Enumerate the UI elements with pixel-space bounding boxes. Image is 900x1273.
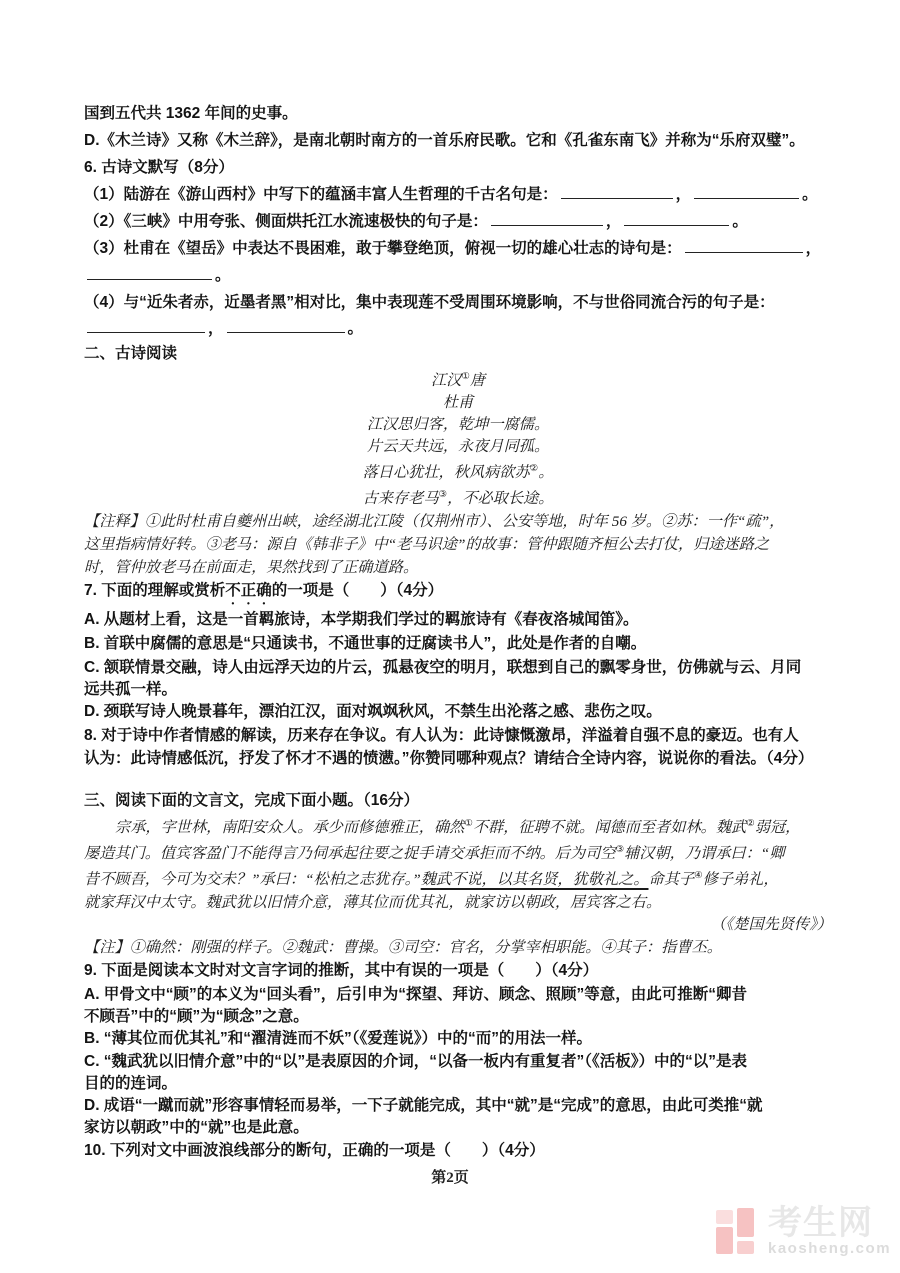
answer-blank-line bbox=[87, 266, 212, 280]
text-segment: ， bbox=[675, 186, 692, 203]
text-line-2 bbox=[84, 127, 832, 154]
text-segment: 。 bbox=[538, 464, 554, 482]
text-line-9 bbox=[84, 316, 832, 341]
text-line-34 bbox=[84, 936, 832, 959]
text-line-41 bbox=[84, 1094, 832, 1117]
text-line-22 bbox=[84, 632, 832, 656]
text-segment: 屡造其门。值宾客盈门不能得言乃伺承起往要之捉手请交承拒而不纳。后为司空 bbox=[84, 845, 616, 863]
note-reference-mark: ① bbox=[461, 372, 470, 382]
text-segment: C. 颔联情景交融，诗人由远浮天边的片云，孤悬夜空的明月，联想到自己的飘零身世，仿佛就与云、月同 bbox=[84, 659, 802, 677]
text-segment: 修子弟礼， bbox=[702, 871, 779, 889]
text-segment: 唐 bbox=[469, 372, 486, 390]
kaosheng-watermark bbox=[716, 1206, 891, 1258]
text-segment: 【注】①确然：刚强的样子。②魏武：曹操。③司空：官名，分掌宰相职能。④其子：指曹丕。 bbox=[84, 939, 722, 957]
text-line-10 bbox=[84, 341, 832, 366]
text-line-40 bbox=[84, 1073, 832, 1094]
text-segment: D. 颈联写诗人晚景暮年，漂泊江汉，面对飒飒秋风，不禁生出沦落之感、悲伤之叹。 bbox=[84, 703, 662, 721]
text-line-35 bbox=[84, 959, 832, 983]
text-segment: 。 bbox=[215, 267, 231, 284]
text-line-16 bbox=[84, 484, 832, 510]
text-segment: （2）《三峡》中用夸张、侧面烘托江水流速极快的句子是： bbox=[84, 213, 488, 230]
text-segment: 杜甫 bbox=[442, 394, 474, 412]
text-line-15 bbox=[84, 458, 832, 484]
text-line-19 bbox=[84, 556, 832, 579]
text-segment: 。 bbox=[732, 213, 748, 230]
answer-blank-line bbox=[87, 319, 205, 333]
text-line-1 bbox=[84, 100, 832, 127]
text-line-42 bbox=[84, 1117, 832, 1139]
text-line-18 bbox=[84, 533, 832, 556]
text-segment: ，不必取长途。 bbox=[447, 490, 554, 508]
text-segment: 昔不顾吾，今可为交未？”承曰：“松柏之志犹存。” bbox=[84, 871, 421, 889]
page-number: 第2页 bbox=[431, 1170, 469, 1186]
text-segment: C. “魏武犹以旧情介意”中的“以”是表原因的介词，“以备一板内有重复者”（《活板》）中的“以”是表 bbox=[84, 1053, 748, 1071]
text-line-23 bbox=[84, 656, 832, 680]
text-line-39 bbox=[84, 1050, 832, 1073]
text-line-20 bbox=[84, 579, 832, 608]
text-line-33 bbox=[84, 914, 832, 936]
logo-block bbox=[716, 1227, 733, 1254]
text-segment: ， bbox=[208, 320, 224, 337]
text-line-36 bbox=[84, 983, 832, 1006]
text-line-28 bbox=[84, 788, 832, 813]
text-segment: 。 bbox=[802, 186, 818, 203]
text-line-30 bbox=[84, 839, 832, 865]
text-segment: 认为：此诗情感低沉，抒发了怀才不遇的愤懑。”你赞同哪种观点？请结合全诗内容，说说你的看法。（4分） bbox=[84, 750, 814, 768]
underlined-passage: 魏武不说，以其名贤，犹敬礼之。 bbox=[420, 871, 649, 889]
text-segment: 家访以朝政”中的“就”也是此意。 bbox=[84, 1119, 309, 1137]
note-reference-mark: ② bbox=[529, 464, 539, 475]
emphasized-text: 不正确 bbox=[225, 582, 272, 600]
text-segment: 命其子 bbox=[648, 871, 695, 889]
text-line-7 bbox=[84, 262, 832, 289]
text-segment: A. 甲骨文中“顾”的本义为“回头看”，后引申为“探望、拜访、顾念、照顾”等意，由此可推断“卿昔 bbox=[84, 986, 748, 1004]
note-reference-mark: ① bbox=[464, 819, 473, 830]
text-segment: 目的的连词。 bbox=[84, 1075, 178, 1093]
text-segment: 江汉思归客，乾坤一腐儒。 bbox=[366, 416, 550, 434]
text-line-14 bbox=[84, 436, 832, 458]
text-segment: 二、古诗阅读 bbox=[84, 345, 178, 362]
text-segment: 就家拜汉中太守。魏武犹以旧情介意，薄其位而优其礼，就家访以朝政，居宾客之右。 bbox=[84, 894, 662, 912]
text-line-37 bbox=[84, 1006, 832, 1027]
text-segment: 时，管仲放老马在前面走，果然找到了正确道路。 bbox=[84, 559, 419, 577]
note-reference-mark: ③ bbox=[438, 490, 448, 501]
text-segment: （3）杜甫在《望岳》中表达不畏困难，敢于攀登绝顶，俯视一切的雄心壮志的诗句是： bbox=[84, 240, 682, 257]
watermark-text bbox=[768, 1206, 891, 1258]
text-segment: B. 首联中腐儒的意思是“只通读书，不通世事的迂腐读书人”，此处是作者的自嘲。 bbox=[84, 635, 647, 653]
text-segment: 不群，征聘不就。闻德而至者如林。魏武 bbox=[472, 819, 747, 837]
text-segment: 落日心犹壮，秋风病欲苏 bbox=[362, 464, 530, 482]
text-line-11 bbox=[84, 366, 832, 392]
text-segment: 。 bbox=[347, 320, 364, 337]
text-line-12 bbox=[84, 392, 832, 414]
text-line-25 bbox=[84, 700, 832, 724]
text-segment: A. 从题材上看，这是一首羁旅诗，本学期我们学过的羁旅诗有《春夜洛城闻笛》。 bbox=[84, 611, 639, 629]
text-line-27 bbox=[84, 748, 832, 770]
text-segment: 的一项是（ ）（4分） bbox=[271, 582, 444, 600]
text-segment: D. 成语“一蹴而就”形容事情轻而易举，一下子就能完成，其中“就”是“完成”的意思，由此可类推“就 bbox=[84, 1097, 763, 1115]
text-segment: 国到五代共 1362 年间的史事。 bbox=[84, 105, 298, 122]
text-line-6 bbox=[84, 235, 832, 262]
note-reference-mark: ② bbox=[746, 819, 755, 830]
text-line-21 bbox=[84, 608, 832, 632]
text-segment: ， bbox=[805, 240, 822, 257]
text-segment: 【注释】①此时杜甫自夔州出峡，途经湖北江陵（仅荆州市）、公安等地，时年 56 岁。②苏：一作“疏”， bbox=[84, 513, 785, 531]
text-segment: 弱冠， bbox=[754, 819, 801, 837]
text-line-26 bbox=[84, 724, 832, 748]
answer-blank-line bbox=[694, 185, 799, 199]
document-body bbox=[84, 100, 832, 1163]
text-line-13 bbox=[84, 414, 832, 436]
note-reference-mark: ③ bbox=[615, 845, 625, 856]
kaosheng-logo-icon bbox=[716, 1208, 756, 1256]
text-line-3 bbox=[84, 154, 832, 181]
logo-block bbox=[737, 1208, 754, 1237]
text-line-5 bbox=[84, 208, 832, 235]
text-segment: 三、阅读下面的文言文，完成下面小题。（16分） bbox=[84, 792, 419, 810]
watermark-domain-text: kaosheng.com bbox=[768, 1240, 892, 1257]
logo-block bbox=[737, 1241, 754, 1254]
text-line-31 bbox=[84, 865, 832, 891]
text-segment: 古来存老马 bbox=[362, 490, 439, 508]
text-segment: （1）陆游在《游山西村》中写下的蕴涵丰富人生哲理的千古名句是： bbox=[84, 186, 558, 203]
text-segment: 宗承，字世林，南阳安众人。承少而修德雅正，确然 bbox=[115, 819, 465, 837]
note-reference-mark: ④ bbox=[694, 871, 703, 882]
text-segment: 辅汉朝，乃谓承曰：“卿 bbox=[624, 845, 785, 863]
text-line-38 bbox=[84, 1027, 832, 1050]
text-segment: D.《木兰诗》又称《木兰辞》，是南北朝时南方的一首乐府民歌。它和《孔雀东南飞》并称为“乐府双璧”。 bbox=[84, 132, 805, 149]
logo-block bbox=[716, 1210, 733, 1224]
text-segment: （《楚国先贤传》） bbox=[710, 916, 832, 934]
text-segment: ， bbox=[605, 213, 622, 230]
answer-blank-line bbox=[624, 212, 729, 226]
text-line-43 bbox=[84, 1139, 832, 1163]
text-segment: B. “薄其位而优其礼”和“濯清涟而不妖”（《爱莲说》）中的“而”的用法一样。 bbox=[84, 1030, 593, 1048]
text-segment: 7. 下面的理解或赏析 bbox=[84, 582, 226, 600]
text-line-24 bbox=[84, 680, 832, 700]
text-segment: 江汉 bbox=[430, 372, 462, 390]
text-line-29 bbox=[84, 813, 832, 839]
text-segment: （4）与“近朱者赤，近墨者黑”相对比，集中表现莲不受周围环境影响，不与世俗同流合污的句子是： bbox=[84, 294, 775, 311]
answer-blank-line bbox=[491, 212, 603, 226]
text-line-17 bbox=[84, 510, 832, 533]
text-segment: 不顾吾”中的“顾”为“顾念”之意。 bbox=[84, 1008, 309, 1026]
text-line-8 bbox=[84, 289, 832, 316]
answer-blank-line bbox=[561, 185, 673, 199]
watermark-brand-text: 考生网 bbox=[768, 1204, 873, 1242]
text-line-4 bbox=[84, 181, 832, 208]
text-segment: 6. 古诗文默写（8分） bbox=[84, 159, 234, 176]
text-segment: 9. 下面是阅读本文时对文言字词的推断，其中有误的一项是（ ）（4分） bbox=[84, 962, 599, 980]
text-segment: 远共孤一样。 bbox=[84, 681, 178, 699]
text-segment: 这里指病情好转。③老马：源自《韩非子》中“老马识途”的故事：管仲跟随齐桓公去打仗，归途迷路之 bbox=[84, 536, 770, 554]
text-segment: 8. 对于诗中作者情感的解读，历来存在争议。有人认为：此诗慷慨激昂，洋溢着自强不息的豪迈。也有人 bbox=[84, 727, 799, 745]
text-line-32 bbox=[84, 891, 832, 914]
text-segment: 片云天共远，永夜月同孤。 bbox=[366, 438, 550, 456]
answer-blank-line bbox=[685, 239, 803, 253]
answer-blank-line bbox=[227, 319, 345, 333]
text-segment: 10. 下列对文中画波浪线部分的断句，正确的一项是（ ）（4分） bbox=[84, 1142, 545, 1160]
